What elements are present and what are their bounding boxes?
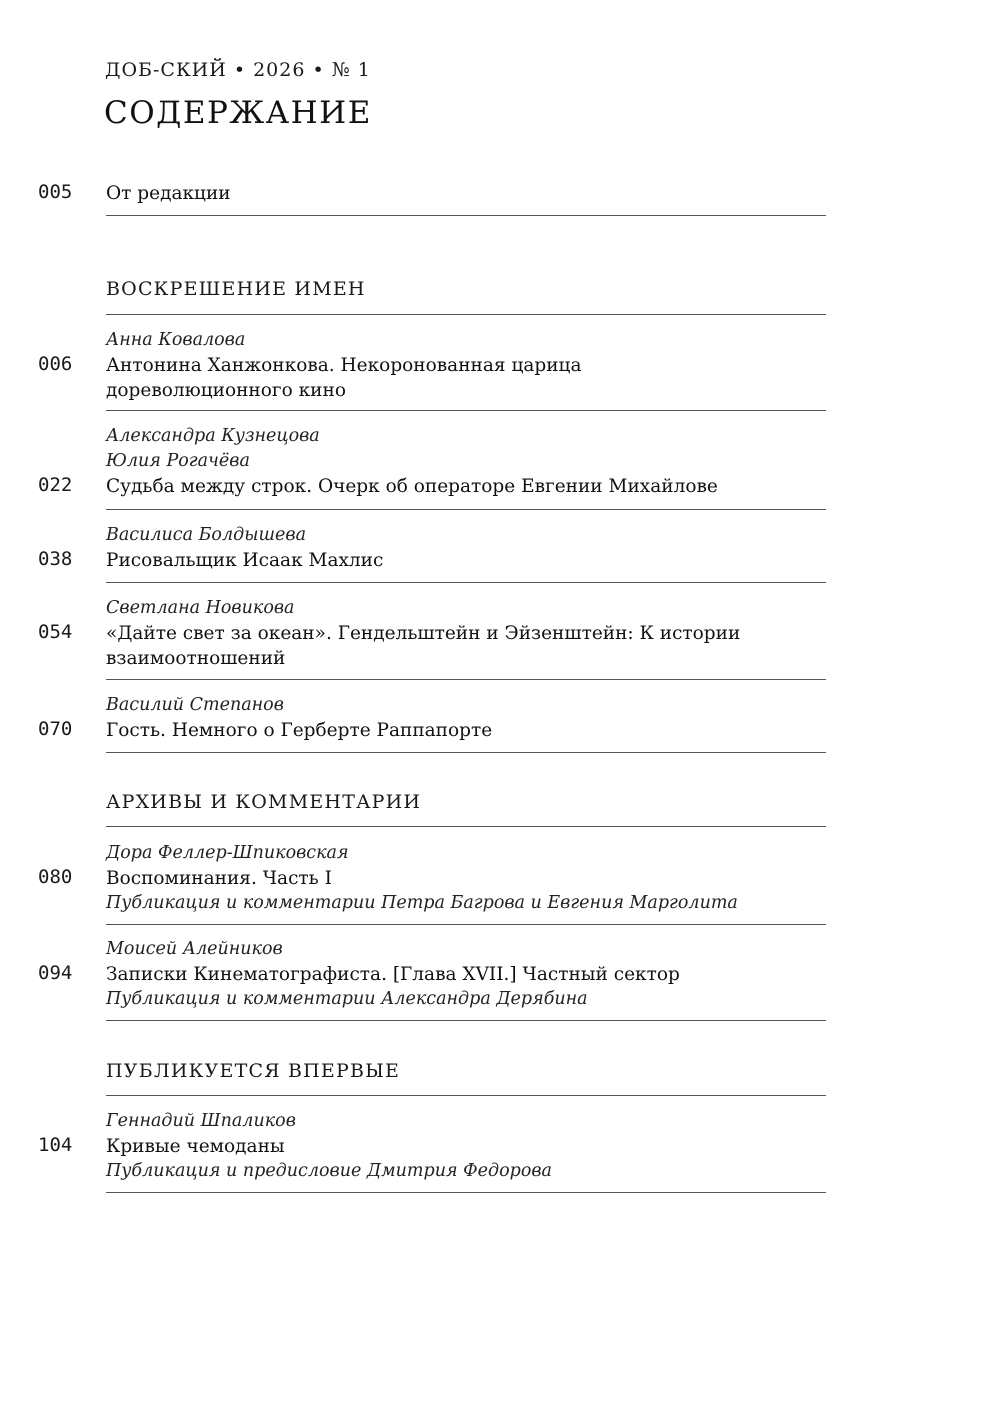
page-number: 070 bbox=[38, 718, 73, 740]
entry-author: Василиса Болдышева bbox=[106, 525, 307, 545]
divider bbox=[106, 215, 826, 216]
entry-publication-note: Публикация и предисловие Дмитрия Федорова bbox=[106, 1161, 552, 1181]
page-number: 054 bbox=[38, 621, 73, 643]
divider bbox=[106, 1192, 826, 1193]
page-number: 080 bbox=[38, 866, 73, 888]
page-number: 006 bbox=[38, 353, 73, 375]
divider bbox=[106, 410, 826, 411]
page-number: 005 bbox=[38, 181, 73, 203]
entry-publication-note: Публикация и комментарии Александра Дерябина bbox=[106, 989, 588, 1009]
page-title: СОДЕРЖАНИЕ bbox=[104, 95, 372, 131]
entry-author: Геннадий Шпаликов bbox=[106, 1111, 296, 1131]
journal-issue-line: ДОБ-СКИЙ • 2026 • № 1 bbox=[105, 59, 371, 81]
divider bbox=[106, 679, 826, 680]
entry-title: От редакции bbox=[106, 183, 231, 204]
divider bbox=[106, 826, 826, 827]
section-heading: ВОСКРЕШЕНИЕ ИМЕН bbox=[106, 278, 366, 300]
divider bbox=[106, 752, 826, 753]
section-heading: ПУБЛИКУЕТСЯ ВПЕРВЫЕ bbox=[106, 1060, 401, 1082]
page-number: 094 bbox=[38, 962, 73, 984]
divider bbox=[106, 509, 826, 510]
entry-title: «Дайте свет за океан». Гендельштейн и Эйзенштейн: К истории bbox=[106, 623, 741, 644]
entry-publication-note: Публикация и комментарии Петра Багрова и Евгения Марголита bbox=[106, 893, 738, 913]
entry-author: Василий Степанов bbox=[106, 695, 284, 715]
divider bbox=[106, 1020, 826, 1021]
page-number: 022 bbox=[38, 474, 73, 496]
divider bbox=[106, 314, 826, 315]
entry-title: Судьба между строк. Очерк об операторе Евгении Михайлове bbox=[106, 476, 718, 497]
entry-title-cont: взаимоотношений bbox=[106, 648, 286, 669]
entry-author: Анна Ковалова bbox=[106, 330, 246, 350]
entry-title: Гость. Немного о Герберте Раппапорте bbox=[106, 720, 493, 741]
entry-title-cont: дореволюционного кино bbox=[106, 380, 346, 401]
entry-author: Светлана Новикова bbox=[106, 598, 295, 618]
entry-author: Юлия Рогачёва bbox=[106, 451, 250, 471]
entry-author: Дора Феллер-Шпиковская bbox=[106, 843, 349, 863]
divider bbox=[106, 924, 826, 925]
entry-title: Записки Кинематографиста. [Глава XVII.] Частный сектор bbox=[106, 964, 680, 985]
entry-title: Рисовальщик Исаак Махлис bbox=[106, 550, 384, 571]
divider bbox=[106, 582, 826, 583]
entry-author: Александра Кузнецова bbox=[106, 426, 320, 446]
entry-author: Моисей Алейников bbox=[106, 939, 283, 959]
entry-title: Кривые чемоданы bbox=[106, 1136, 285, 1157]
section-heading: АРХИВЫ И КОММЕНТАРИИ bbox=[106, 791, 422, 813]
page-number: 104 bbox=[38, 1134, 73, 1156]
page-number: 038 bbox=[38, 548, 73, 570]
entry-title: Антонина Ханжонкова. Некоронованная царица bbox=[106, 355, 582, 376]
divider bbox=[106, 1095, 826, 1096]
entry-title: Воспоминания. Часть I bbox=[106, 868, 332, 889]
